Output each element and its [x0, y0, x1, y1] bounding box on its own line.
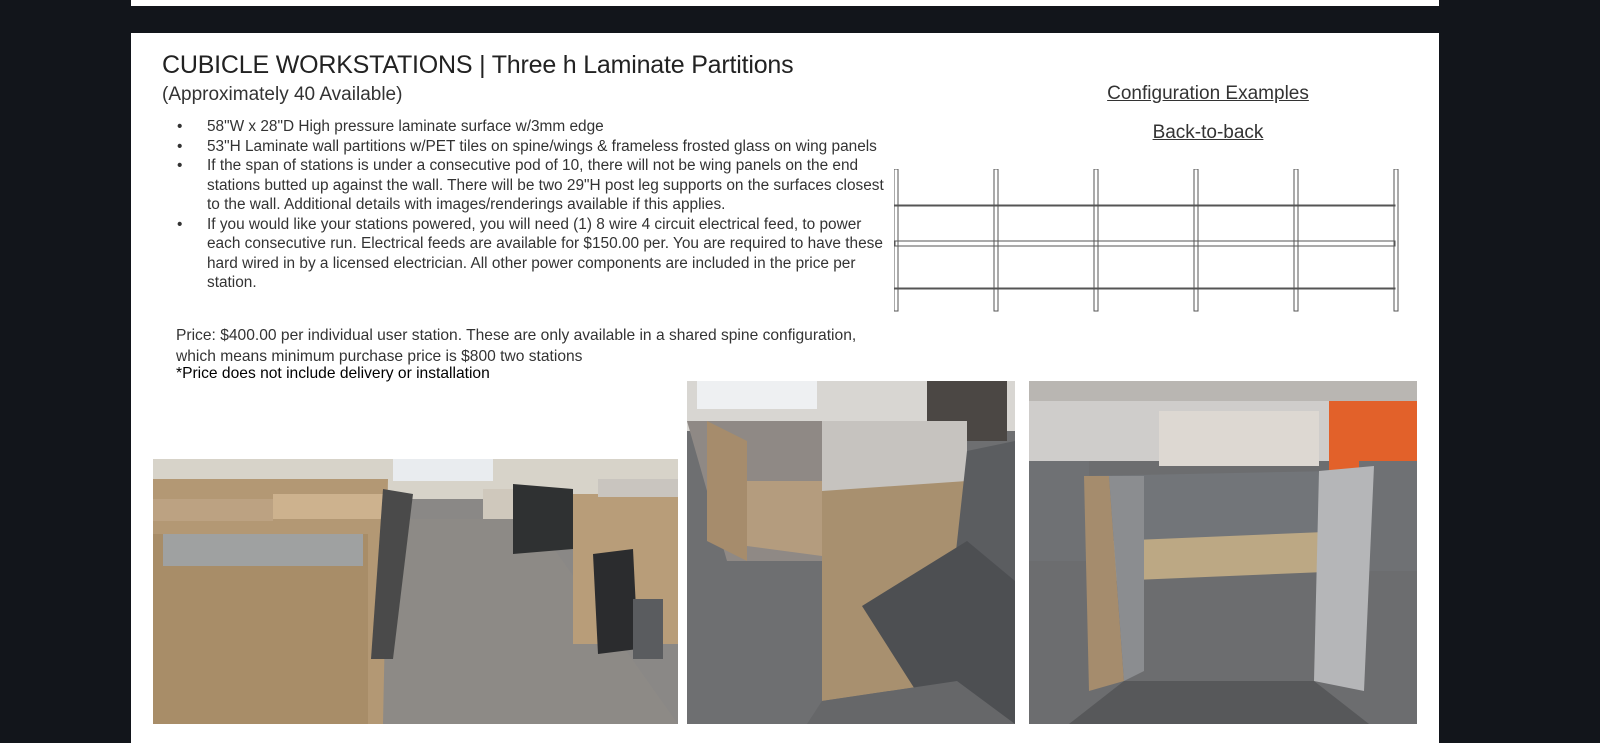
- configuration-examples-link[interactable]: Configuration Examples: [1107, 83, 1309, 104]
- bullet-marker: •: [177, 118, 183, 135]
- document-page: [131, 33, 1439, 743]
- spec-item: [177, 117, 889, 137]
- cubicle-corner-photo: [687, 381, 1015, 724]
- availability-subtitle: (Approximately 40 Available): [162, 84, 403, 105]
- price-note: *Price does not include delivery or installation: [176, 365, 490, 382]
- spec-item: [177, 215, 889, 293]
- spec-item: [177, 156, 889, 215]
- spec-text: 53"H Laminate wall partitions w/PET tiles on spine/wings & frameless frosted glass on wing panels: [207, 137, 877, 155]
- bullet-marker: •: [177, 215, 183, 233]
- spec-item: [177, 137, 889, 157]
- page-title: CUBICLE WORKSTATIONS | Three h Laminate Partitions: [162, 51, 794, 79]
- back-to-back-plan-diagram: [894, 169, 1544, 317]
- cubicle-front-photo: [1029, 381, 1417, 724]
- bullet-marker: •: [177, 157, 183, 174]
- spec-text: If you would like your stations powered, you will need (1) 8 wire 4 circuit electrical feed, to power each consecutive run. Electrical feeds are available for $150.00 per. You are required to have these hard wired in by a licensed electrician. All other power components are included in the price per station.: [207, 215, 883, 291]
- bullet-marker: •: [177, 137, 183, 155]
- spec-text: If the span of stations is under a consecutive pod of 10, there will not be wing panels on the end stations butted up against the wall. There will be two 29"H post leg supports on the surfaces closest to the wall. Additional details with images/renderings available if this applies.: [207, 157, 884, 213]
- price-text: Price: $400.00 per individual user station. These are only available in a shared spine configuration, which means minimum purchase price is $800 two stations: [176, 327, 857, 365]
- previous-page-edge: [131, 0, 1439, 6]
- cubicle-rows-photo: [153, 459, 678, 724]
- spec-text: 58"W x 28"D High pressure laminate surface w/3mm edge: [207, 118, 604, 135]
- spec-list: [177, 117, 889, 293]
- back-to-back-link[interactable]: Back-to-back: [1152, 122, 1264, 143]
